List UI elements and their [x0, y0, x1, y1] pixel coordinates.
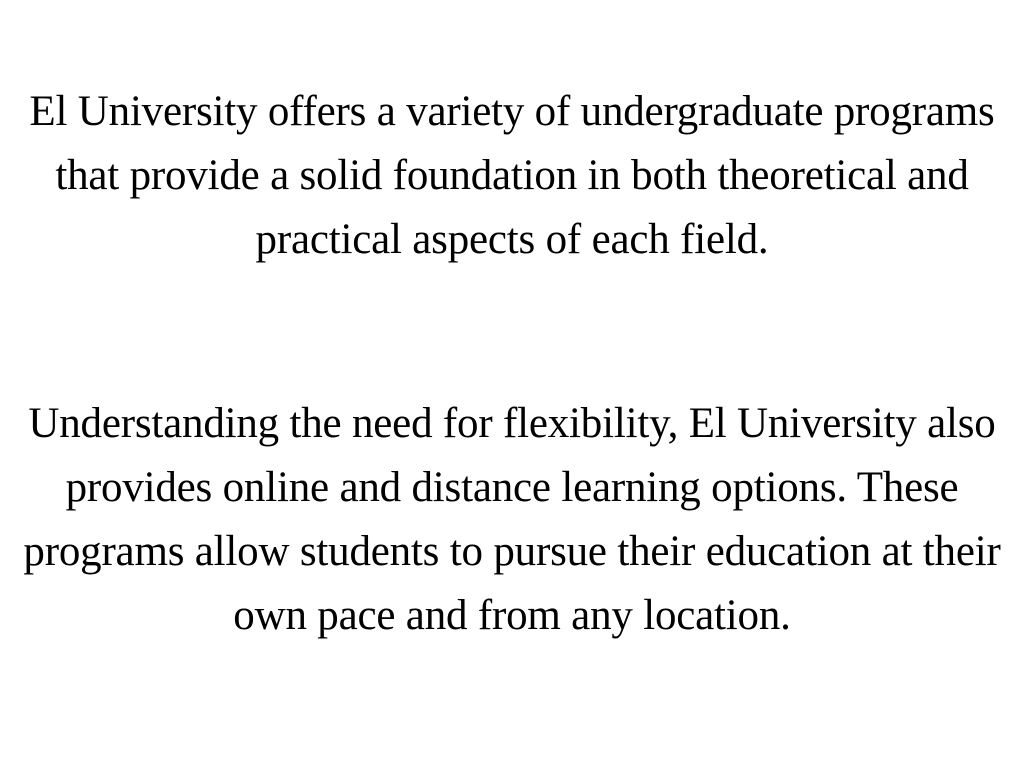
paragraph-online-learning: Understanding the need for flexibility, El University also provides online and distance learning options. These programs allow students to pursue their education at their own pace and from any location. [23, 400, 1001, 639]
paragraph-undergraduate-programs: El University offers a variety of undergraduate programs that provide a solid foundation in both theoretical and practical aspects of each field. [29, 88, 995, 263]
